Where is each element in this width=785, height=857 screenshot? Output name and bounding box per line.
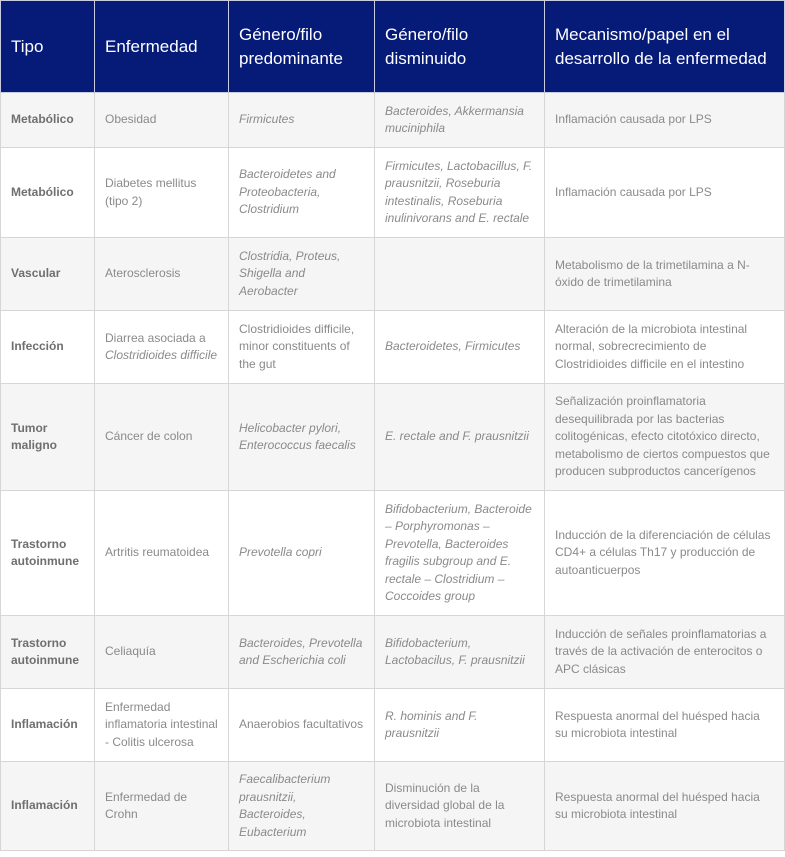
cell-mecanismo: Inducción de la diferenciación de células CD4+ a células Th17 y producción de autoanticuerpos [545,491,785,616]
cell-disminuido: Bifidobacterium, Bacteroide – Porphyromonas – Prevotella, Bacteroides fragilis subgroup and E. rectale – Clostridium – Coccoides group [375,491,545,616]
cell-tipo: Vascular [1,238,95,311]
cell-mecanismo: Inflamación causada por LPS [545,148,785,238]
cell-tipo: Metabólico [1,93,95,148]
cell-disminuido [375,238,545,311]
table-header [1,1,785,93]
table-row [1,148,785,238]
table-row [1,616,785,689]
cell-mecanismo: Metabolismo de la trimetilamina a N-óxido de trimetilamina [545,238,785,311]
table-row [1,762,785,851]
cell-enfermedad: Diabetes mellitus (tipo 2) [95,148,229,238]
cell-disminuido: R. hominis and F. prausnitzii [375,689,545,762]
header-disminuido: Género/filo disminuido [375,1,545,93]
cell-disminuido: Bifidobacterium, Lactobacilus, F. prausnitzii [375,616,545,689]
cell-tipo: Inflamación [1,689,95,762]
cell-enfermedad: Obesidad [95,93,229,148]
enfermedad-italic: Clostridioides difficile [105,348,218,362]
cell-predominante: Bacteroides, Prevotella and Escherichia coli [229,616,375,689]
table-body [1,93,785,851]
table-row [1,93,785,148]
cell-disminuido: Bacteroides, Akkermansia muciniphila [375,93,545,148]
table-row [1,689,785,762]
cell-enfermedad: Cáncer de colon [95,384,229,491]
header-predominante: Género/filo predominante [229,1,375,93]
cell-predominante: Firmicutes [229,93,375,148]
cell-enfermedad: Enfermedad de Crohn [95,762,229,851]
table-row [1,384,785,491]
cell-predominante: Anaerobios facultativos [229,689,375,762]
header-enfermedad: Enfermedad [95,1,229,93]
cell-predominante: Bacteroidetes and Proteobacteria, Clostridium [229,148,375,238]
cell-predominante: Helicobacter pylori, Enterococcus faecalis [229,384,375,491]
header-row [1,1,785,93]
cell-mecanismo: Inducción de señales proinflamatorias a través de la activación de enterocitos o APC clásicas [545,616,785,689]
cell-enfermedad: Enfermedad inflamatoria intestinal - Colitis ulcerosa [95,689,229,762]
cell-predominante: Clostridioides difficile, minor constituents of the gut [229,311,375,384]
cell-tipo: Inflamación [1,762,95,851]
header-mecanismo: Mecanismo/papel en el desarrollo de la enfermedad [545,1,785,93]
cell-disminuido: Bacteroidetes, Firmicutes [375,311,545,384]
table-row [1,491,785,616]
enfermedad-prefix: Diarrea asociada a [105,330,206,345]
cell-tipo: Metabólico [1,148,95,238]
cell-mecanismo: Inflamación causada por LPS [545,93,785,148]
cell-enfermedad: Celiaquía [95,616,229,689]
cell-tipo: Infección [1,311,95,384]
cell-tipo: Trastorno autoinmune [1,616,95,689]
table-row [1,311,785,384]
cell-enfermedad: Artritis reumatoidea [95,491,229,616]
cell-enfermedad [95,311,229,384]
header-tipo: Tipo [1,1,95,93]
cell-tipo: Trastorno autoinmune [1,491,95,616]
cell-mecanismo: Señalización proinflamatoria desequilibrada por las bacterias colitogénicas, efecto citotóxico directo, metabolismo de ciertos compuestos que producen subproductos cancerígenos [545,384,785,491]
cell-tipo: Tumor maligno [1,384,95,491]
cell-predominante: Clostridia, Proteus, Shigella and Aerobacter [229,238,375,311]
cell-mecanismo: Alteración de la microbiota intestinal normal, sobrecrecimiento de Clostridioides difficile en el intestino [545,311,785,384]
cell-mecanismo: Respuesta anormal del huésped hacia su microbiota intestinal [545,689,785,762]
cell-enfermedad: Aterosclerosis [95,238,229,311]
cell-disminuido: Disminución de la diversidad global de la microbiota intestinal [375,762,545,851]
cell-mecanismo: Respuesta anormal del huésped hacia su microbiota intestinal [545,762,785,851]
cell-predominante: Prevotella copri [229,491,375,616]
cell-disminuido: Firmicutes, Lactobacillus, F. prausnitzii, Roseburia intestinalis, Roseburia inulinivorans and E. rectale [375,148,545,238]
cell-disminuido: E. rectale and F. prausnitzii [375,384,545,491]
table-row [1,238,785,311]
cell-predominante: Faecalibacterium prausnitzii, Bacteroides, Eubacterium [229,762,375,851]
